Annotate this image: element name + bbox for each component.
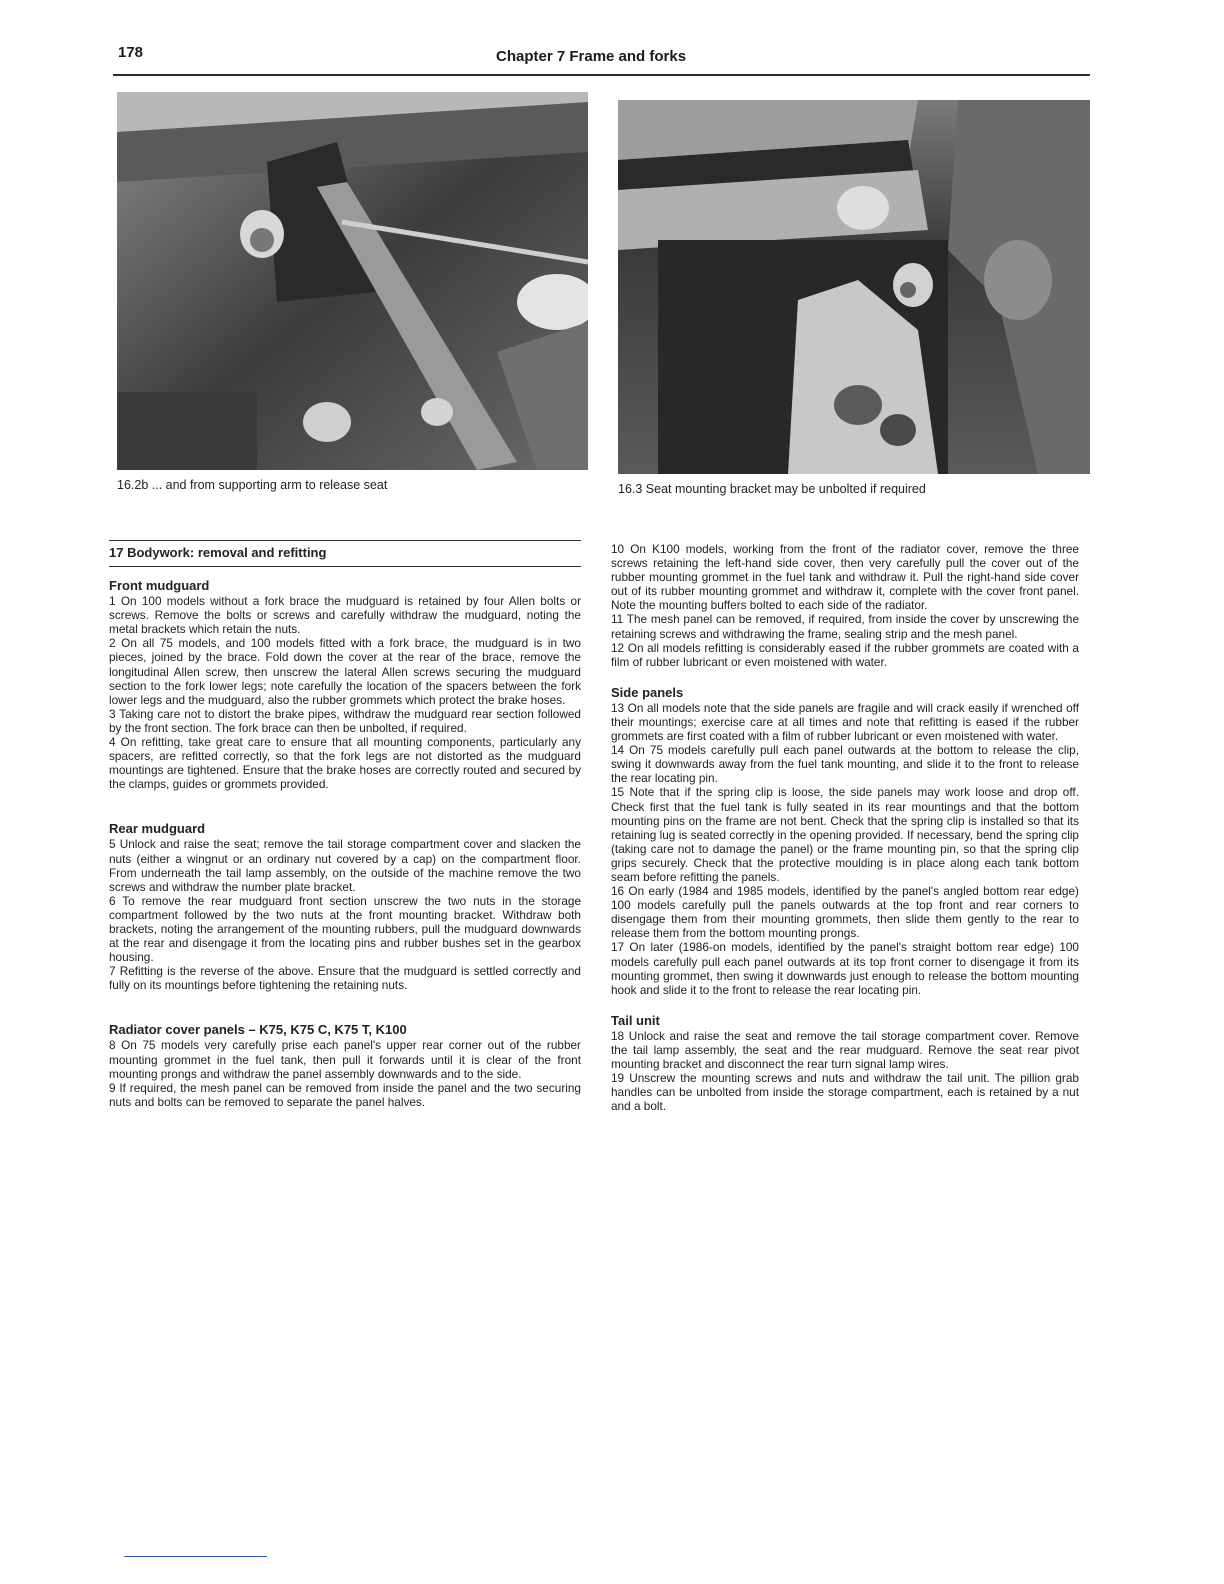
- figure-caption: 16.3 Seat mounting bracket may be unbolted if required: [618, 482, 926, 496]
- paragraph: 8 On 75 models very carefully prise each panel's upper rear corner out of the rubber mounting grommet in the fuel tank, then pull it forwards until it is clear of the front mounting prongs and withdraw the panel assembly downwards and to the side.: [109, 1038, 581, 1081]
- subheading-radiator-cover-panels: Radiator cover panels – K75, K75 C, K75 T, K100: [109, 1022, 407, 1038]
- paragraph: 7 Refitting is the reverse of the above. Ensure that the mudguard is settled correctly and fully on its mountings before tightening the retaining nuts.: [109, 964, 581, 993]
- paragraph: 11 The mesh panel can be removed, if required, from inside the cover by unscrewing the retaining screws and withdrawing the frame, sealing strip and the mesh panel.: [611, 612, 1079, 641]
- paragraph: 3 Taking care not to distort the brake pipes, withdraw the mudguard rear section followed by the front section. The fork brace can then be unbolted, if required.: [109, 706, 581, 735]
- subheading-side-panels: Side panels: [611, 684, 684, 700]
- section-title: 17 Bodywork: removal and refitting: [109, 540, 581, 567]
- paragraph: 5 Unlock and raise the seat; remove the tail storage compartment cover and slacken the nuts (either a wingnut or an ordinary nut covered by a cap) on the compartment floor. From underneath the tail lamp assembly, on the outside of the machine remove the two screws and withdraw the number plate bracket.: [109, 837, 581, 894]
- page-number: 178: [118, 44, 144, 61]
- header-rule: [113, 74, 1090, 76]
- running-head: Chapter 7 Frame and forks: [496, 48, 687, 65]
- paragraph: 2 On all 75 models, and 100 models fitted with a fork brace, the mudguard is in two pieces, joined by the brace. Fold down the cover at the rear of the brace, remove the longitudinal Allen screw, then unscrew the lateral Allen screws securing the mudguard section to the fork lower legs; note carefully the location of the spacers between the fork lower legs and the mudguard, also the rubber grommets which protect the brake hoses.: [109, 636, 581, 707]
- paragraph: 9 If required, the mesh panel can be removed from inside the panel and the two securing nuts and bolts can be removed to separate the panel halves.: [109, 1080, 581, 1109]
- footnote-rule: [124, 1556, 267, 1557]
- text-column-right: [611, 542, 1079, 1113]
- photo-seat-mounting-bracket: [618, 100, 1090, 474]
- text-column-left: [109, 540, 581, 1109]
- paragraph: 10 On K100 models, working from the front of the radiator cover, remove the three screws retaining the left-hand side cover, then very carefully pull the cover out of the rubber mounting grommet in the fuel tank and withdraw it. Pull the right-hand side cover out of its rubber mounting grommet and withdraw it, complete with the cover front panel. Note the mounting buffers bolted to each side of the radiator.: [611, 542, 1079, 613]
- figure-caption: 16.2b ... and from supporting arm to release seat: [117, 478, 388, 492]
- paragraph: 6 To remove the rear mudguard front section unscrew the two nuts in the storage compartment followed by the two nuts at the front mounting bracket. Withdraw both brackets, noting the arrangement of the mounting rubbers, pull the mudguard downwards at the rear and disengage it from the locating pins and rubber bushes set in the gearbox housing.: [109, 893, 581, 965]
- paragraph: 14 On 75 models carefully pull each panel outwards at the bottom to release the clip, swing it downwards away from the fuel tank mounting, and slide it to the front to release the rear locating pin.: [611, 743, 1079, 786]
- paragraph: 12 On all models refitting is considerably eased if the rubber grommets are coated with a film of rubber lubricant or even moistened with water.: [611, 640, 1079, 669]
- paragraph: 4 On refitting, take great care to ensure that all mounting components, particularly any spacers, are refitted correctly, so that the fork legs are not distorted as the mudguard mountings are tightened. Ensure that the brake hoses are correctly routed and secured by the clamps, guides or grommets provided.: [109, 735, 581, 792]
- paragraph: 17 On later (1986-on models, identified by the panel's straight bottom rear edge) 100 models carefully pull each panel outwards at its top front corner to disengage it from its mounting grommet, then swing it downwards just enough to release the bottom mounting hook and slide it to the front to release the rear locating pin.: [611, 940, 1079, 997]
- paragraph: 1 On 100 models without a fork brace the mudguard is retained by four Allen bolts or screws. Remove the bolts or screws and carefully withdraw the mudguard, noting the metal brackets which retain the nuts.: [109, 594, 581, 637]
- paragraph: 16 On early (1984 and 1985 models, identified by the panel's angled bottom rear edge) 100 models carefully pull the panels outwards at the top front and rear corners to disengage them from their mounting grommets, then slide them gently to the rear to release them from the bottom mounting prongs.: [611, 884, 1079, 941]
- paragraph: 13 On all models note that the side panels are fragile and will crack easily if wrenched off their mountings; exercise care at all times and note that refitting is eased if the rubber grommets are first coated with a film of rubber lubricant or even moistened with water.: [611, 700, 1079, 744]
- subheading-front-mudguard: Front mudguard: [109, 578, 210, 594]
- subheading-tail-unit: Tail unit: [611, 1012, 660, 1028]
- subheading-rear-mudguard: Rear mudguard: [109, 821, 206, 837]
- paragraph: 19 Unscrew the mounting screws and nuts and withdraw the tail unit. The pillion grab handles can be unbolted from inside the storage compartment, each is retained by a nut and a bolt.: [611, 1071, 1079, 1114]
- paragraph: 15 Note that if the spring clip is loose, the side panels may work loose and drop off. Check first that the fuel tank is fully seated in its rear mountings and that the bottom mounting pins on the frame are not bent. Check that the spring clip is installed so that its retaining lug is seated correctly in the opening provided. If necessary, bend the spring clip (taking care not to damage the panel) or the frame mounting pin, so that the spring clip grips securely. Check that the protective moulding is in place along each tank bottom seam before refitting the panels.: [611, 785, 1079, 884]
- paragraph: 18 Unlock and raise the seat and remove the tail storage compartment cover. Remove the tail lamp assembly, the seat and the rear mudguard. Remove the seat rear pivot mounting bracket and disconnect the rear turn signal lamp wires.: [611, 1028, 1079, 1071]
- photo-seat-release-arm: [117, 92, 588, 470]
